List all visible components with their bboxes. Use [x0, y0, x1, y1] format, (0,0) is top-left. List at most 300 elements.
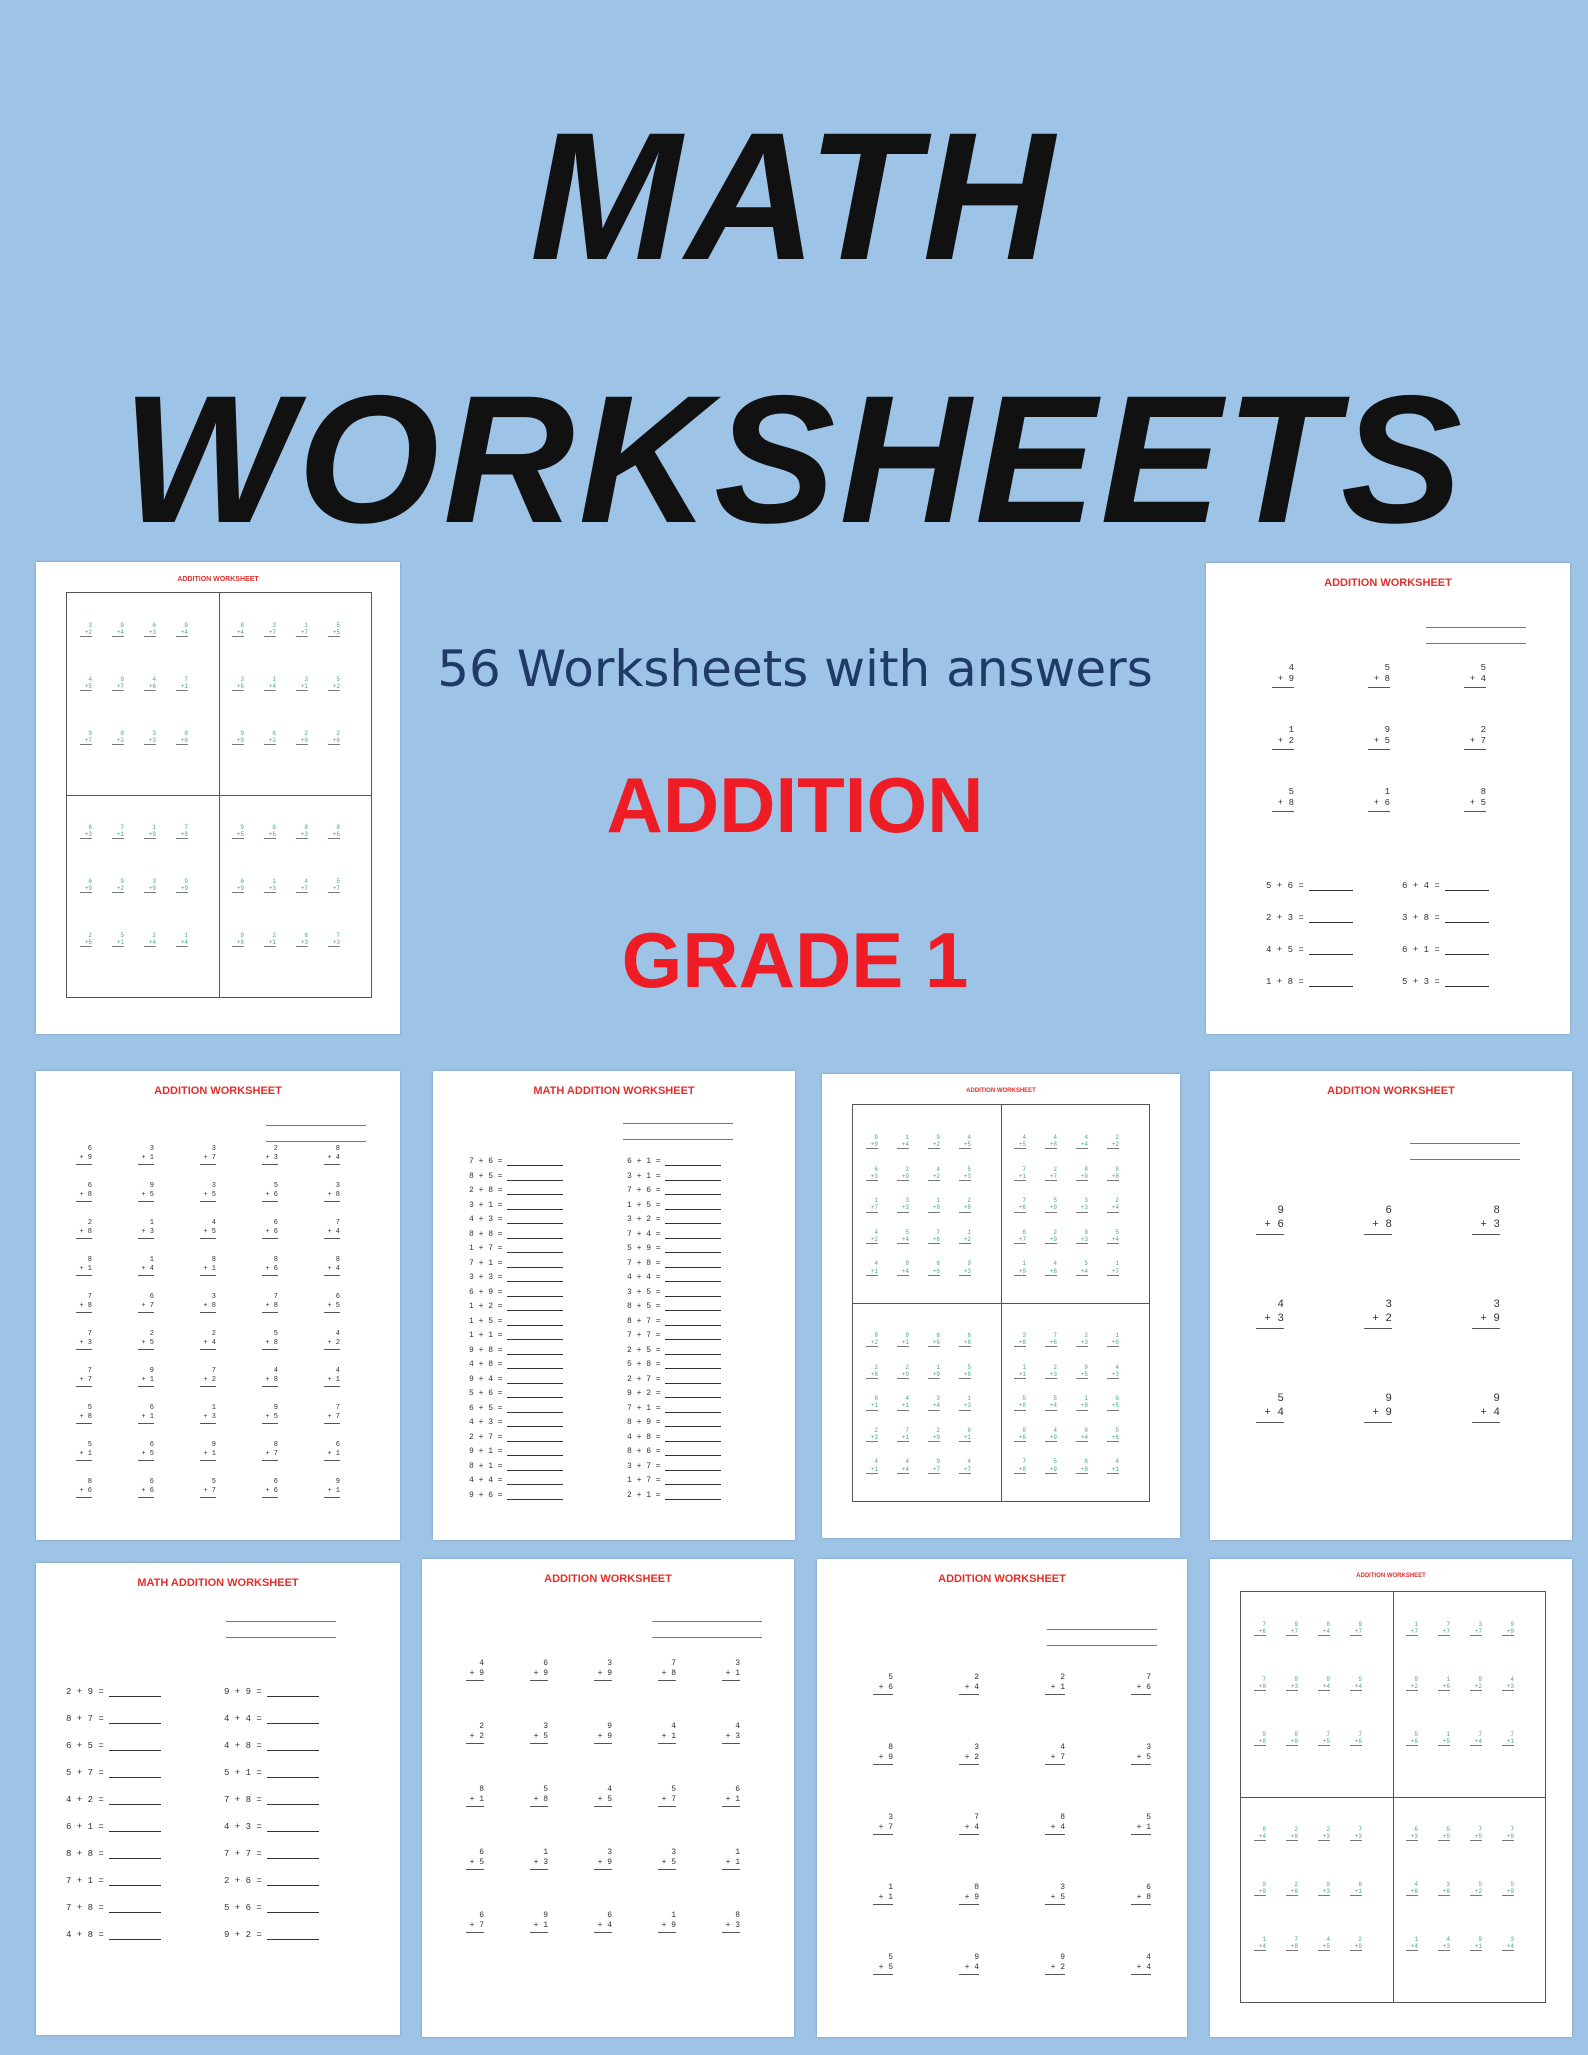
- problem-glyph: 6 +8: [959, 1332, 971, 1347]
- problem-glyph: 3 +6: [232, 676, 244, 691]
- problem-glyph: 2 + 2: [466, 1722, 484, 1744]
- problem-glyph: 7 + 7 =: [224, 1849, 319, 1859]
- problem-glyph: 5 +4: [1045, 1395, 1057, 1410]
- problem-glyph: 1 +8: [928, 1197, 940, 1212]
- problem-glyph: 6 + 9: [530, 1659, 548, 1681]
- worksheet-header: ADDITION WORKSHEET: [966, 1088, 1036, 1094]
- worksheet-thumbnail: [36, 1563, 400, 2035]
- problem-glyph: 4 + 8 =: [66, 1930, 161, 1940]
- problem-glyph: 3 + 7 =: [627, 1462, 721, 1471]
- name-line: [226, 1637, 336, 1638]
- problem-glyph: 3 + 5: [530, 1722, 548, 1744]
- problem-glyph: 4 + 5: [594, 1785, 612, 1807]
- problem-glyph: 6 +6: [928, 1260, 940, 1275]
- problem-glyph: 8 +4: [1076, 1427, 1088, 1442]
- problem-glyph: 5 + 8: [76, 1404, 92, 1424]
- problem-glyph: 9 +7: [112, 676, 124, 691]
- problem-glyph: 6 + 9: [76, 1145, 92, 1165]
- problem-glyph: 4 +1: [1107, 1458, 1119, 1473]
- name-line: [226, 1621, 336, 1622]
- problem-glyph: 7 + 4 =: [627, 1230, 721, 1239]
- problem-glyph: 4 +5: [1318, 1936, 1330, 1951]
- problem-glyph: 3 + 2: [959, 1743, 979, 1765]
- problem-glyph: 2 +3: [1045, 1364, 1057, 1379]
- problem-glyph: 9 + 1: [200, 1441, 216, 1461]
- problem-glyph: 8 +3: [1286, 1676, 1298, 1691]
- problem-glyph: 7 + 8: [76, 1293, 92, 1313]
- name-line: [1047, 1629, 1157, 1630]
- problem-glyph: 7 +9: [1502, 1826, 1514, 1841]
- problem-glyph: 1 +4: [1254, 1936, 1266, 1951]
- problem-glyph: 9 +4: [897, 1260, 909, 1275]
- problem-glyph: 1 +9: [1014, 1260, 1026, 1275]
- worksheet-thumbnail: [36, 562, 400, 1034]
- problem-glyph: 7 +8: [176, 824, 188, 839]
- problem-glyph: 7 +7: [1438, 1621, 1450, 1636]
- problem-glyph: 7 + 4: [324, 1219, 340, 1239]
- problem-glyph: 6 + 1 =: [1402, 945, 1489, 955]
- problem-glyph: 6 +3: [296, 932, 308, 947]
- worksheet-header: ADDITION WORKSHEET: [177, 576, 259, 583]
- problem-glyph: 6 + 5: [138, 1441, 154, 1461]
- problem-glyph: 6 + 7: [138, 1293, 154, 1313]
- problem-glyph: 2 +3: [1318, 1826, 1330, 1841]
- problem-glyph: 7 + 7 =: [627, 1331, 721, 1340]
- problem-glyph: 1 + 3: [530, 1848, 548, 1870]
- problem-glyph: 9 + 1: [530, 1911, 548, 1933]
- worksheet-header: ADDITION WORKSHEET: [1324, 577, 1452, 589]
- problem-glyph: 5 +5: [328, 622, 340, 637]
- problem-glyph: 7 + 8: [262, 1293, 278, 1313]
- problem-glyph: 7 +3: [1350, 1826, 1362, 1841]
- problem-glyph: 5 + 8: [1368, 663, 1390, 688]
- problem-glyph: 7 +5: [1470, 1826, 1482, 1841]
- problem-glyph: 3 + 1: [138, 1145, 154, 1165]
- problem-glyph: 5 + 1 =: [224, 1768, 319, 1778]
- problem-glyph: 2 +9: [897, 1166, 909, 1181]
- problem-glyph: 4 +4: [897, 1458, 909, 1473]
- problem-glyph: 7 +6: [1014, 1197, 1026, 1212]
- problem-glyph: 3 + 1 =: [469, 1201, 563, 1210]
- problem-glyph: 4 +6: [1406, 1881, 1418, 1896]
- problem-glyph: 9 + 2 =: [224, 1930, 319, 1940]
- problem-glyph: 6 + 8: [1364, 1205, 1392, 1235]
- problem-glyph: 7 + 8 =: [224, 1795, 319, 1805]
- problem-glyph: 6 +3: [144, 622, 156, 637]
- problem-glyph: 2 +8: [959, 1197, 971, 1212]
- problem-glyph: 2 +6: [1286, 1881, 1298, 1896]
- problem-glyph: 1 +2: [959, 1229, 971, 1244]
- problem-glyph: 6 + 4 =: [1402, 881, 1489, 891]
- problem-glyph: 5 +4: [1107, 1229, 1119, 1244]
- problem-glyph: 7 +6: [1254, 1621, 1266, 1636]
- worksheet-thumbnail: [1206, 563, 1570, 1034]
- problem-glyph: 1 +8: [1076, 1395, 1088, 1410]
- problem-glyph: 1 +5: [1438, 1731, 1450, 1746]
- problem-glyph: 1 + 3: [200, 1404, 216, 1424]
- problem-glyph: 1 + 2 =: [469, 1302, 563, 1311]
- worksheet-thumbnail: [822, 1074, 1180, 1538]
- problem-glyph: 2 +9: [928, 1427, 940, 1442]
- problem-glyph: 5 + 6 =: [1266, 881, 1353, 891]
- problem-glyph: 2 +5: [80, 932, 92, 947]
- name-line: [652, 1621, 762, 1622]
- problem-glyph: 4 + 4 =: [469, 1476, 563, 1485]
- problem-glyph: 3 + 5 =: [627, 1288, 721, 1297]
- problem-glyph: 2 +8: [1286, 1826, 1298, 1841]
- problem-glyph: 6 + 1: [138, 1404, 154, 1424]
- problem-glyph: 6 + 5: [466, 1848, 484, 1870]
- problem-glyph: 2 +7: [1045, 1166, 1057, 1181]
- problem-glyph: 1 + 1 =: [469, 1331, 563, 1340]
- problem-glyph: 2 + 4: [959, 1673, 979, 1695]
- problem-glyph: 9 + 6 =: [469, 1491, 563, 1500]
- problem-glyph: 2 + 1 =: [627, 1491, 721, 1500]
- problem-glyph: 8 + 5: [1464, 787, 1486, 812]
- problem-glyph: 4 +9: [1045, 1427, 1057, 1442]
- quadrant-frame: [852, 1104, 1150, 1502]
- problem-glyph: 4 + 9: [1272, 663, 1294, 688]
- problem-glyph: 1 +4: [264, 676, 276, 691]
- name-line: [623, 1139, 733, 1140]
- problem-glyph: 8 + 4: [324, 1145, 340, 1165]
- problem-glyph: 4 + 3 =: [224, 1822, 319, 1832]
- problem-glyph: 8 + 5 =: [627, 1302, 721, 1311]
- problem-glyph: 8 +2: [866, 1332, 878, 1347]
- worksheet-thumbnail: [433, 1071, 795, 1540]
- name-line: [623, 1123, 733, 1124]
- problem-glyph: 3 + 8: [324, 1182, 340, 1202]
- problem-glyph: 5 +4: [1350, 1676, 1362, 1691]
- problem-glyph: 5 + 3 =: [1402, 977, 1489, 987]
- problem-glyph: 6 + 5 =: [66, 1741, 161, 1751]
- problem-glyph: 3 + 5: [200, 1182, 216, 1202]
- problem-glyph: 4 +7: [959, 1458, 971, 1473]
- problem-glyph: 7 +8: [1286, 1936, 1298, 1951]
- problem-glyph: 4 + 2: [324, 1330, 340, 1350]
- problem-glyph: 8 +3: [296, 824, 308, 839]
- problem-glyph: 4 + 3 =: [469, 1215, 563, 1224]
- problem-glyph: 7 + 1 =: [66, 1876, 161, 1886]
- problem-glyph: 6 +2: [264, 730, 276, 745]
- problem-glyph: 5 +8: [959, 1364, 971, 1379]
- problem-glyph: 5 + 9 =: [627, 1244, 721, 1253]
- problem-glyph: 5 +2: [1470, 1881, 1482, 1896]
- problem-glyph: 7 + 6 =: [627, 1186, 721, 1195]
- problem-glyph: 1 +8: [1107, 1332, 1119, 1347]
- problem-glyph: 8 + 9: [959, 1883, 979, 1905]
- problem-glyph: 6 +8: [1076, 1458, 1088, 1473]
- problem-glyph: 9 +9: [1254, 1881, 1266, 1896]
- problem-glyph: 9 + 9: [1364, 1393, 1392, 1423]
- problem-glyph: 4 +3: [1107, 1364, 1119, 1379]
- problem-glyph: 8 + 3: [1472, 1205, 1500, 1235]
- problem-glyph: 5 +5: [1438, 1826, 1450, 1841]
- problem-glyph: 6 + 6: [262, 1478, 278, 1498]
- problem-glyph: 5 +9: [1045, 1458, 1057, 1473]
- problem-glyph: 5 + 6: [262, 1182, 278, 1202]
- problem-glyph: 1 +9: [144, 824, 156, 839]
- problem-glyph: 9 +4: [112, 622, 124, 637]
- problem-glyph: 7 + 1 =: [627, 1404, 721, 1413]
- worksheet-thumbnail: [1210, 1071, 1572, 1540]
- problem-glyph: 4 + 9: [466, 1659, 484, 1681]
- problem-glyph: 5 + 8 =: [627, 1360, 721, 1369]
- problem-glyph: 2 +8: [866, 1364, 878, 1379]
- problem-glyph: 1 + 5 =: [627, 1201, 721, 1210]
- problem-glyph: 3 + 5: [1131, 1743, 1151, 1765]
- problem-glyph: 6 +3: [80, 824, 92, 839]
- problem-glyph: 6 + 5: [324, 1293, 340, 1313]
- problem-glyph: 7 +1: [897, 1427, 909, 1442]
- problem-glyph: 7 +6: [928, 1229, 940, 1244]
- problem-glyph: 5 + 4: [1464, 663, 1486, 688]
- problem-glyph: 7 + 6: [1131, 1673, 1151, 1695]
- problem-glyph: 9 +2: [928, 1134, 940, 1149]
- problem-glyph: 8 + 8 =: [469, 1230, 563, 1239]
- problem-glyph: 2 +9: [1350, 1936, 1362, 1951]
- problem-glyph: 7 +6: [1045, 1332, 1057, 1347]
- problem-glyph: 6 +6: [264, 824, 276, 839]
- problem-glyph: 5 + 6 =: [469, 1389, 563, 1398]
- problem-glyph: 5 +6: [1406, 1731, 1418, 1746]
- problem-glyph: 7 + 8 =: [66, 1903, 161, 1913]
- problem-glyph: 4 +2: [928, 1166, 940, 1181]
- problem-glyph: 2 + 4: [200, 1330, 216, 1350]
- problem-glyph: 5 +9: [1502, 1881, 1514, 1896]
- problem-glyph: 2 +6: [328, 730, 340, 745]
- problem-glyph: 7 + 8: [658, 1659, 676, 1681]
- problem-glyph: 3 +7: [264, 622, 276, 637]
- worksheet-thumbnail: [36, 1071, 400, 1540]
- problem-glyph: 4 +1: [897, 1395, 909, 1410]
- problem-glyph: 7 +1: [112, 824, 124, 839]
- problem-glyph: 9 +8: [232, 932, 244, 947]
- problem-glyph: 1 + 7 =: [627, 1476, 721, 1485]
- problem-glyph: 2 + 6 =: [224, 1876, 319, 1886]
- problem-glyph: 9 +9: [1502, 1621, 1514, 1636]
- problem-glyph: 8 + 9 =: [627, 1418, 721, 1427]
- problem-glyph: 9 +5: [232, 824, 244, 839]
- problem-glyph: 1 +4: [897, 1134, 909, 1149]
- problem-glyph: 3 + 2: [1364, 1299, 1392, 1329]
- problem-glyph: 5 + 8: [262, 1330, 278, 1350]
- problem-glyph: 4 + 2 =: [66, 1795, 161, 1805]
- problem-glyph: 4 +8: [1045, 1134, 1057, 1149]
- problem-glyph: 4 + 1: [324, 1367, 340, 1387]
- problem-glyph: 6 + 6: [138, 1478, 154, 1498]
- problem-glyph: 4 + 5: [200, 1219, 216, 1239]
- problem-glyph: 9 +7: [1286, 1621, 1298, 1636]
- problem-glyph: 8 + 8 =: [66, 1849, 161, 1859]
- problem-glyph: 9 +5: [1076, 1364, 1088, 1379]
- problem-glyph: 5 + 5: [873, 1953, 893, 1975]
- problem-glyph: 3 +6: [1438, 1881, 1450, 1896]
- worksheet-header: MATH ADDITION WORKSHEET: [533, 1085, 695, 1097]
- problem-glyph: 9 +8: [1254, 1731, 1266, 1746]
- problem-glyph: 8 + 4: [1045, 1813, 1065, 1835]
- problem-glyph: 3 +4: [928, 1395, 940, 1410]
- problem-glyph: 6 +6: [928, 1332, 940, 1347]
- problem-glyph: 1 +9: [928, 1364, 940, 1379]
- problem-glyph: 6 + 1 =: [66, 1822, 161, 1832]
- problem-glyph: 2 + 1: [1045, 1673, 1065, 1695]
- problem-glyph: 1 + 2: [1272, 725, 1294, 750]
- problem-glyph: 9 +1: [897, 1332, 909, 1347]
- problem-glyph: 8 +6: [176, 730, 188, 745]
- problem-glyph: 8 + 3: [722, 1911, 740, 1933]
- problem-glyph: 5 +2: [328, 676, 340, 691]
- problem-glyph: 8 + 4: [324, 1256, 340, 1276]
- problem-glyph: 4 +7: [296, 878, 308, 893]
- problem-glyph: 3 +4: [1502, 1936, 1514, 1951]
- problem-glyph: 2 + 9 =: [66, 1687, 161, 1697]
- problem-glyph: 9 + 1 =: [469, 1447, 563, 1456]
- problem-glyph: 7 + 6 =: [469, 1157, 563, 1166]
- cover-subtitle: 56 Worksheets with answers: [437, 640, 1153, 698]
- problem-glyph: 9 + 8 =: [469, 1346, 563, 1355]
- problem-glyph: 9 + 5: [262, 1404, 278, 1424]
- problem-glyph: 8 + 7 =: [627, 1317, 721, 1326]
- problem-glyph: 5 + 8: [530, 1785, 548, 1807]
- problem-glyph: 5 + 7 =: [66, 1768, 161, 1778]
- problem-glyph: 8 +4: [1318, 1621, 1330, 1636]
- problem-glyph: 2 + 7 =: [469, 1433, 563, 1442]
- problem-glyph: 6 + 8: [1131, 1883, 1151, 1905]
- problem-glyph: 4 +1: [866, 1458, 878, 1473]
- problem-glyph: 9 + 1: [324, 1478, 340, 1498]
- problem-glyph: 3 +1: [296, 676, 308, 691]
- problem-glyph: 6 + 5 =: [469, 1404, 563, 1413]
- problem-glyph: 8 +9: [1076, 1166, 1088, 1181]
- problem-glyph: 1 +3: [959, 1395, 971, 1410]
- problem-glyph: 1 +4: [1406, 1936, 1418, 1951]
- problem-glyph: 7 +3: [328, 932, 340, 947]
- problem-glyph: 9 + 2: [1045, 1953, 1065, 1975]
- problem-glyph: 6 + 4: [594, 1911, 612, 1933]
- problem-glyph: 3 + 9: [594, 1659, 612, 1681]
- problem-glyph: 8 +9: [1286, 1731, 1298, 1746]
- cover-topic: ADDITION: [606, 761, 984, 849]
- problem-glyph: 2 + 8 =: [469, 1186, 563, 1195]
- problem-glyph: 8 + 1: [76, 1256, 92, 1276]
- problem-glyph: 9 + 5: [1368, 725, 1390, 750]
- problem-glyph: 9 +9: [866, 1134, 878, 1149]
- problem-glyph: 9 +1: [1470, 1936, 1482, 1951]
- problem-glyph: 4 + 4 =: [627, 1273, 721, 1282]
- problem-glyph: 2 + 7: [1464, 725, 1486, 750]
- problem-glyph: 1 +7: [866, 1197, 878, 1212]
- problem-glyph: 4 + 3 =: [469, 1418, 563, 1427]
- problem-glyph: 3 +3: [144, 730, 156, 745]
- problem-glyph: 4 +1: [866, 1260, 878, 1275]
- problem-glyph: 1 + 1: [873, 1883, 893, 1905]
- problem-glyph: 2 + 8: [76, 1219, 92, 1239]
- problem-glyph: 7 +8: [1014, 1458, 1026, 1473]
- problem-glyph: 8 +6: [328, 824, 340, 839]
- problem-glyph: 5 +8: [1014, 1395, 1026, 1410]
- problem-glyph: 8 +4: [232, 622, 244, 637]
- problem-glyph: 4 + 8 =: [224, 1741, 319, 1751]
- problem-glyph: 6 +1: [959, 1427, 971, 1442]
- problem-glyph: 8 + 1: [200, 1256, 216, 1276]
- problem-glyph: 5 + 4: [1256, 1393, 1284, 1423]
- problem-glyph: 3 +2: [80, 622, 92, 637]
- problem-glyph: 3 + 9: [1472, 1299, 1500, 1329]
- problem-glyph: 6 +1: [1350, 1881, 1362, 1896]
- problem-glyph: 9 + 4 =: [469, 1375, 563, 1384]
- problem-glyph: 3 + 5: [1045, 1883, 1065, 1905]
- name-line: [266, 1125, 366, 1126]
- problem-glyph: 4 + 7: [1045, 1743, 1065, 1765]
- problem-glyph: 3 +8: [1014, 1332, 1026, 1347]
- problem-glyph: 2 + 5: [138, 1330, 154, 1350]
- problem-glyph: 9 + 2 =: [627, 1389, 721, 1398]
- problem-glyph: 1 + 9: [658, 1911, 676, 1933]
- problem-glyph: 5 + 6 =: [224, 1903, 319, 1913]
- problem-glyph: 8 + 1: [466, 1785, 484, 1807]
- name-line: [1410, 1143, 1520, 1144]
- problem-glyph: 7 +6: [1350, 1731, 1362, 1746]
- problem-glyph: 4 +5: [1014, 1134, 1026, 1149]
- problem-glyph: 5 + 6: [873, 1673, 893, 1695]
- worksheet-header: ADDITION WORKSHEET: [938, 1573, 1066, 1585]
- problem-glyph: 3 + 3 =: [469, 1273, 563, 1282]
- problem-glyph: 1 +7: [296, 622, 308, 637]
- problem-glyph: 1 +1: [1014, 1364, 1026, 1379]
- cover-grade: GRADE 1: [621, 916, 969, 1004]
- worksheet-thumbnail: [1210, 1559, 1572, 2037]
- problem-glyph: 4 +5: [80, 676, 92, 691]
- problem-glyph: 8 +2: [112, 730, 124, 745]
- problem-glyph: 4 +3: [1502, 1676, 1514, 1691]
- problem-glyph: 5 + 8: [1272, 787, 1294, 812]
- name-line: [1426, 643, 1526, 644]
- problem-glyph: 6 +3: [1406, 1826, 1418, 1841]
- problem-glyph: 8 + 1 =: [469, 1462, 563, 1471]
- problem-glyph: 6 + 7: [466, 1911, 484, 1933]
- problem-glyph: 9 + 4: [959, 1953, 979, 1975]
- problem-glyph: 8 + 7 =: [66, 1714, 161, 1724]
- problem-glyph: 9 +9: [176, 878, 188, 893]
- problem-glyph: 6 +3: [866, 1166, 878, 1181]
- problem-glyph: 3 + 7: [200, 1145, 216, 1165]
- problem-glyph: 3 + 1 =: [627, 1172, 721, 1181]
- name-line: [1047, 1645, 1157, 1646]
- problem-glyph: 1 + 6: [1368, 787, 1390, 812]
- problem-glyph: 1 + 4: [138, 1256, 154, 1276]
- problem-glyph: 7 + 7: [324, 1404, 340, 1424]
- problem-glyph: 4 + 8 =: [627, 1433, 721, 1442]
- problem-glyph: 4 + 5 =: [1266, 945, 1353, 955]
- problem-glyph: 7 + 4: [959, 1813, 979, 1835]
- problem-glyph: 3 +7: [1470, 1621, 1482, 1636]
- problem-glyph: 4 + 3: [1256, 1299, 1284, 1329]
- problem-glyph: 9 + 1: [138, 1367, 154, 1387]
- worksheet-header: ADDITION WORKSHEET: [1356, 1573, 1426, 1579]
- problem-glyph: 8 + 5 =: [469, 1172, 563, 1181]
- problem-glyph: 6 +9: [232, 878, 244, 893]
- problem-glyph: 1 +7: [1107, 1260, 1119, 1275]
- problem-glyph: 6 + 6: [262, 1219, 278, 1239]
- problem-glyph: 2 + 3 =: [1266, 913, 1353, 923]
- worksheet-header: ADDITION WORKSHEET: [1327, 1085, 1455, 1097]
- problem-glyph: 6 + 1: [722, 1785, 740, 1807]
- worksheet-header: ADDITION WORKSHEET: [544, 1573, 672, 1585]
- problem-glyph: 9 + 9: [594, 1722, 612, 1744]
- problem-glyph: 7 +8: [1254, 1676, 1266, 1691]
- problem-glyph: 4 +5: [959, 1134, 971, 1149]
